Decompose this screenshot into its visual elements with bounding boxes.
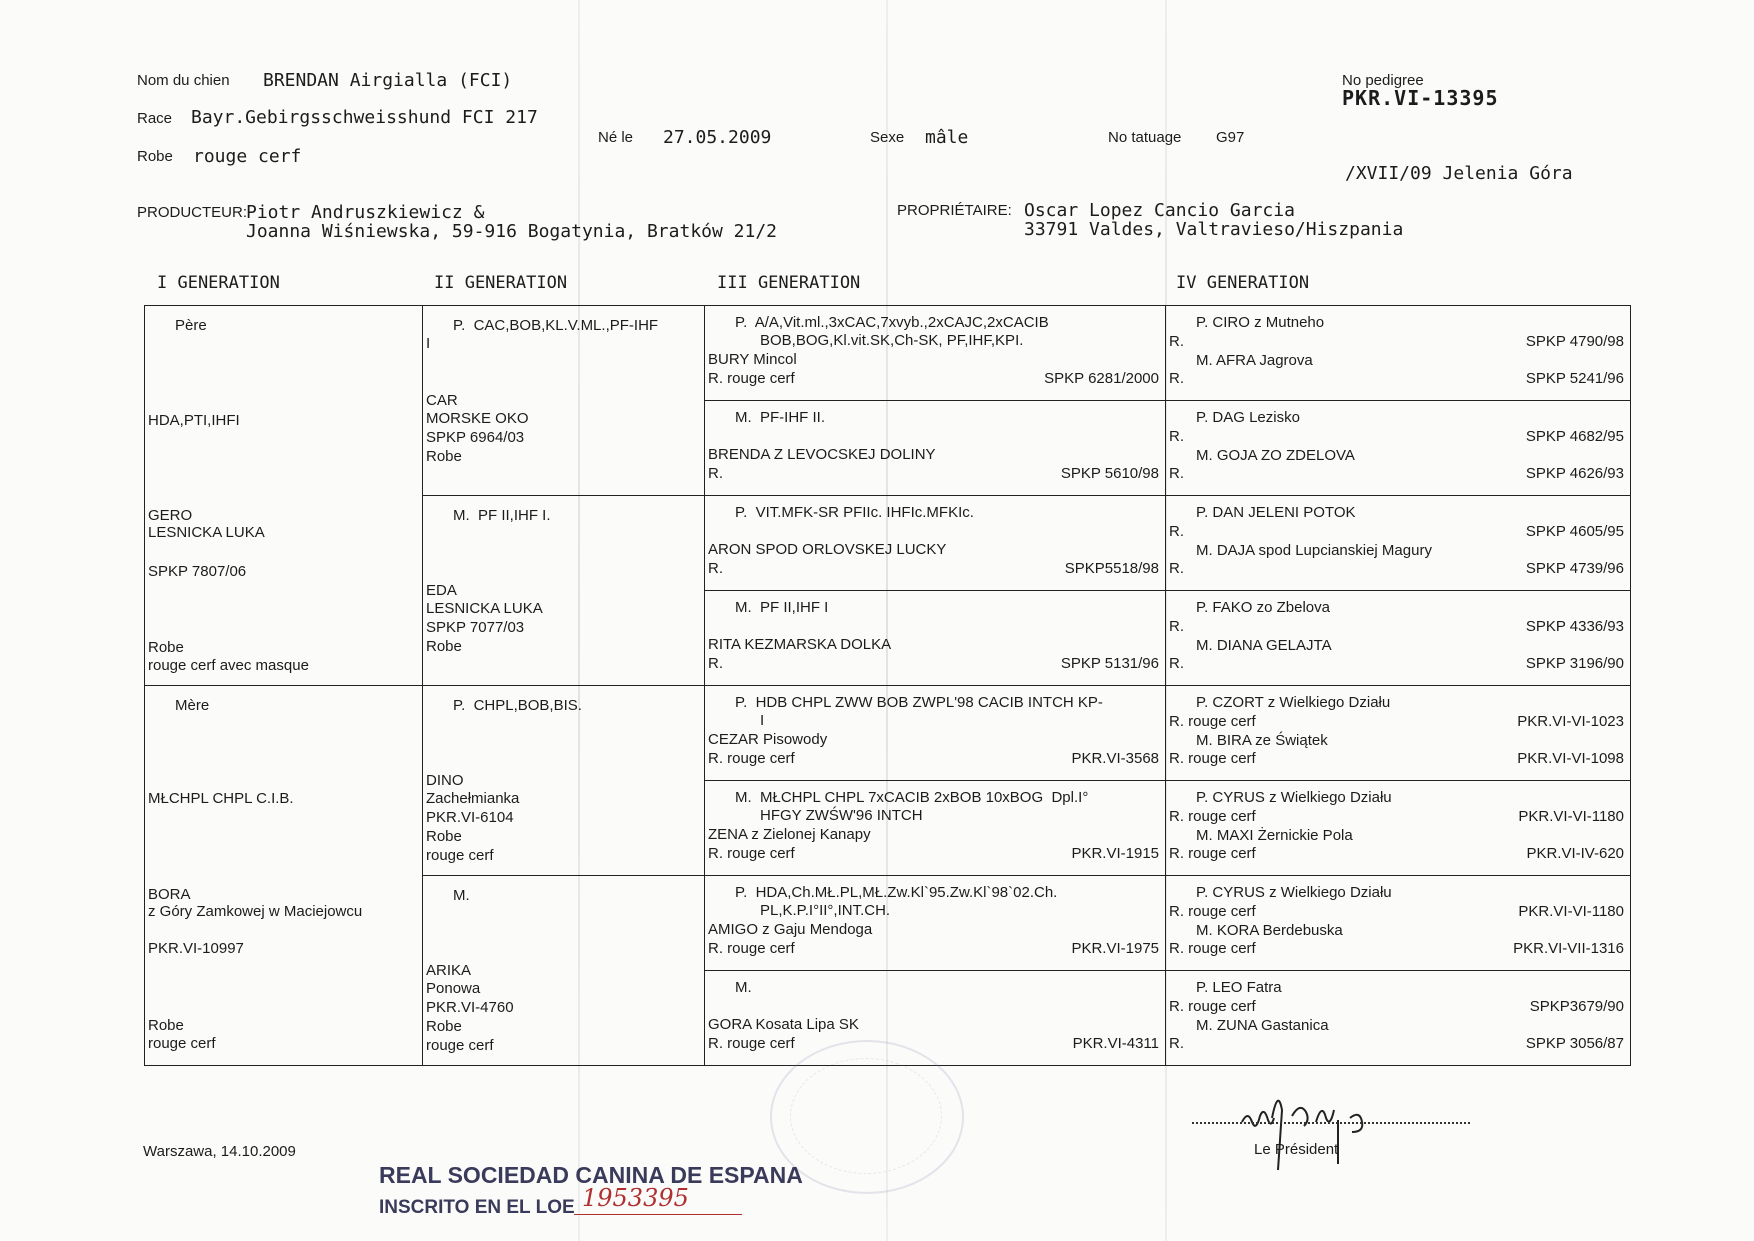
gen4-2-dam-reg: SPKP 4626/93 bbox=[1525, 465, 1624, 482]
gen2-1-robe-label: Robe bbox=[426, 448, 462, 465]
gen2-3-robe: rouge cerf bbox=[426, 847, 494, 864]
gen4-7-dam-robe: R. rouge cerf bbox=[1169, 940, 1256, 957]
gen3-2-robe: R. bbox=[708, 465, 723, 482]
gen4-3-sire-reg: SPKP 4605/95 bbox=[1525, 523, 1624, 540]
gen2-2-titles: M. PF II,IHF I. bbox=[453, 507, 551, 524]
born-value: 27.05.2009 bbox=[663, 127, 772, 148]
gen4-cell-5 bbox=[1166, 686, 1631, 781]
gen4-8-dam: M. ZUNA Gastanica bbox=[1196, 1017, 1329, 1034]
gen2-3-name1: DINO bbox=[426, 772, 464, 789]
gen2-1-titles2: I bbox=[426, 335, 431, 352]
gen3-cell-2 bbox=[705, 401, 1166, 496]
rsce-inscribed: INSCRITO EN EL LOE bbox=[379, 1197, 575, 1218]
gen4-5-sire: P. CZORT z Wielkiego Działu bbox=[1196, 694, 1391, 711]
gen4-6-dam-reg: PKR.VI-IV-620 bbox=[1526, 845, 1624, 862]
sire-role: Père bbox=[175, 317, 207, 334]
gen3-cell-1 bbox=[705, 306, 1166, 401]
gen2-4-titles: M. bbox=[453, 887, 470, 904]
gen2-2-name2: LESNICKA LUKA bbox=[426, 600, 543, 617]
gen3-8-reg: PKR.VI-4311 bbox=[1072, 1035, 1159, 1052]
dam-name1: BORA bbox=[148, 886, 191, 903]
gen4-5-sire-reg: PKR.VI-VI-1023 bbox=[1517, 713, 1624, 730]
robe-label: Robe bbox=[137, 148, 173, 165]
loe-number: 1953395 bbox=[582, 1184, 689, 1212]
gen4-2-sire-reg: SPKP 4682/95 bbox=[1525, 428, 1624, 445]
place-date: Warszawa, 14.10.2009 bbox=[143, 1143, 296, 1160]
gen3-6-robe: R. rouge cerf bbox=[708, 845, 795, 862]
gen4-7-sire: P. CYRUS z Wielkiego Działu bbox=[1196, 884, 1392, 901]
gen4-1-sire-robe: R. bbox=[1169, 333, 1184, 350]
owner-label: PROPRIÉTAIRE: bbox=[897, 202, 1012, 219]
gen2-4-robe-label: Robe bbox=[426, 1018, 462, 1035]
gen2-4-robe: rouge cerf bbox=[426, 1037, 494, 1054]
gen3-5-titles2: I bbox=[760, 712, 765, 729]
gen2-2-reg: SPKP 7077/03 bbox=[426, 619, 525, 636]
gen4-6-dam: M. MAXI Żernickie Pola bbox=[1196, 827, 1353, 844]
gen2-3-reg: PKR.VI-6104 bbox=[426, 809, 514, 826]
gen4-3-dam-robe: R. bbox=[1169, 560, 1184, 577]
gen3-6-titles: M. MŁCHPL CHPL 7xCACIB 2xBOB 10xBOG Dpl.I° bbox=[735, 789, 1089, 806]
gen4-cell-2 bbox=[1166, 401, 1631, 496]
gen3-8-titles: M. bbox=[735, 979, 752, 996]
gen4-7-dam: M. KORA Berdebuska bbox=[1196, 922, 1343, 939]
gen4-6-sire: P. CYRUS z Wielkiego Działu bbox=[1196, 789, 1392, 806]
sire-robe-label: Robe bbox=[148, 639, 184, 656]
gen4-cell-6 bbox=[1166, 781, 1631, 876]
gen4-1-dam: M. AFRA Jagrova bbox=[1196, 352, 1313, 369]
owner-line1: Oscar Lopez Cancio Garcia bbox=[1024, 200, 1295, 221]
sex-value: mâle bbox=[925, 127, 969, 148]
gen3-cell-7 bbox=[705, 876, 1166, 971]
gen4-4-dam-reg: SPKP 3196/90 bbox=[1525, 655, 1624, 672]
sire-cell bbox=[145, 306, 423, 686]
gen4-7-dam-reg: PKR.VI-VII-1316 bbox=[1513, 940, 1624, 957]
dam-titles: MŁCHPL CHPL C.I.B. bbox=[148, 790, 294, 807]
pedigree-number: PKR.VI-13395 bbox=[1342, 86, 1499, 110]
gen3-5-titles: P. HDB CHPL ZWW BOB ZWPL'98 CACIB INTCH KP- bbox=[735, 694, 1103, 711]
gen3-2-name: BRENDA Z LEVOCSKEJ DOLINY bbox=[708, 446, 936, 463]
gen2-1-reg: SPKP 6964/03 bbox=[426, 429, 525, 446]
gen4-2-dam-robe: R. bbox=[1169, 465, 1184, 482]
name-label: Nom du chien bbox=[137, 72, 230, 89]
gen3-1-reg: SPKP 6281/2000 bbox=[1044, 370, 1159, 387]
breeder-label: PRODUCTEUR: bbox=[137, 204, 248, 221]
gen2-3-titles: P. CHPL,BOB,BIS. bbox=[453, 697, 582, 714]
gen2-cell-4 bbox=[423, 876, 705, 1066]
gen4-7-sire-robe: R. rouge cerf bbox=[1169, 903, 1256, 920]
signature-line bbox=[1192, 1122, 1470, 1124]
sire-robe: rouge cerf avec masque bbox=[148, 657, 309, 674]
sire-name1: GERO bbox=[148, 507, 193, 524]
gen4-cell-7 bbox=[1166, 876, 1631, 971]
gen3-7-titles: P. HDA,Ch.MŁ.PL,MŁ.Zw.Kl`95.Zw.Kl`98`02.Ch. bbox=[735, 884, 1058, 901]
gen4-4-dam: M. DIANA GELAJTA bbox=[1196, 637, 1332, 654]
gen4-1-dam-robe: R. bbox=[1169, 370, 1184, 387]
gen3-4-titles: M. PF II,IHF I bbox=[735, 599, 829, 616]
gen4-8-sire: P. LEO Fatra bbox=[1196, 979, 1282, 996]
gen3-cell-5 bbox=[705, 686, 1166, 781]
gen4-3-dam-reg: SPKP 4739/96 bbox=[1525, 560, 1624, 577]
dam-name2: z Góry Zamkowej w Maciejowcu bbox=[148, 903, 363, 920]
sire-name2: LESNICKA LUKA bbox=[148, 524, 265, 541]
gen4-6-sire-reg: PKR.VI-VI-1180 bbox=[1518, 808, 1624, 825]
gen4-5-dam-robe: R. rouge cerf bbox=[1169, 750, 1256, 767]
gen3-2-titles: M. PF-IHF II. bbox=[735, 409, 825, 426]
loe-underline bbox=[574, 1214, 742, 1215]
gen4-8-sire-reg: SPKP3679/90 bbox=[1529, 998, 1624, 1015]
dam-role: Mère bbox=[175, 697, 210, 714]
gen3-1-robe: R. rouge cerf bbox=[708, 370, 795, 387]
gen4-cell-8 bbox=[1166, 971, 1631, 1066]
gen2-2-name1: EDA bbox=[426, 582, 457, 599]
gen2-1-name1: CAR bbox=[426, 392, 458, 409]
generation-4-header: IV GENERATION bbox=[1176, 273, 1310, 293]
dam-robe: rouge cerf bbox=[148, 1035, 216, 1052]
gen3-3-robe: R. bbox=[708, 560, 723, 577]
breeder-line1: Piotr Andruszkiewicz & bbox=[246, 202, 485, 223]
gen3-4-robe: R. bbox=[708, 655, 723, 672]
gen2-3-robe-label: Robe bbox=[426, 828, 462, 845]
sire-reg: SPKP 7807/06 bbox=[148, 563, 247, 580]
gen3-6-titles2: HFGY ZWŚW'96 INTCH bbox=[760, 807, 923, 824]
dam-reg: PKR.VI-10997 bbox=[148, 940, 244, 957]
gen2-4-name2: Ponowa bbox=[426, 980, 481, 997]
gen4-cell-1 bbox=[1166, 306, 1631, 401]
gen3-6-name: ZENA z Zielonej Kanapy bbox=[708, 826, 871, 843]
gen4-8-dam-robe: R. bbox=[1169, 1035, 1184, 1052]
gen4-3-dam: M. DAJA spod Lupcianskiej Magury bbox=[1196, 542, 1432, 559]
gen2-cell-3 bbox=[423, 686, 705, 876]
sire-titles: HDA,PTI,IHFI bbox=[148, 412, 240, 429]
gen4-3-sire-robe: R. bbox=[1169, 523, 1184, 540]
dam-robe-label: Robe bbox=[148, 1017, 184, 1034]
gen4-4-dam-robe: R. bbox=[1169, 655, 1184, 672]
gen3-1-titles: P. A/A,Vit.ml.,3xCAC,7xvyb.,2xCAJC,2xCACIB bbox=[735, 314, 1049, 331]
gen3-4-name: RITA KEZMARSKA DOLKA bbox=[708, 636, 892, 653]
pedigree-label: No pedigree bbox=[1342, 72, 1424, 89]
generation-1-header: I GENERATION bbox=[157, 273, 280, 293]
gen3-4-reg: SPKP 5131/96 bbox=[1060, 655, 1159, 672]
dog-name: BRENDAN Airgialla (FCI) bbox=[263, 70, 513, 91]
tattoo-label: No tatuage bbox=[1108, 129, 1182, 146]
gen4-2-dam: M. GOJA ZO ZDELOVA bbox=[1196, 447, 1355, 464]
gen3-cell-3 bbox=[705, 496, 1166, 591]
gen3-5-reg: PKR.VI-3568 bbox=[1071, 750, 1159, 767]
breeder-line2: Joanna Wiśniewska, 59-916 Bogatynia, Bratków 21/2 bbox=[246, 221, 778, 242]
born-label: Né le bbox=[598, 129, 634, 146]
gen2-cell-1 bbox=[423, 306, 705, 496]
gen4-cell-3 bbox=[1166, 496, 1631, 591]
gen4-8-sire-robe: R. rouge cerf bbox=[1169, 998, 1256, 1015]
gen4-5-sire-robe: R. rouge cerf bbox=[1169, 713, 1256, 730]
gen4-4-sire-reg: SPKP 4336/93 bbox=[1525, 618, 1624, 635]
generation-2-header: II GENERATION bbox=[434, 273, 568, 293]
gen3-1-name: BURY Mincol bbox=[708, 351, 797, 368]
tattoo-value: G97 bbox=[1216, 129, 1245, 146]
gen3-cell-8 bbox=[705, 971, 1166, 1066]
dam-cell bbox=[145, 686, 423, 1066]
gen3-3-titles: P. VIT.MFK-SR PFIIc. IHFIc.MFKIc. bbox=[735, 504, 974, 521]
robe-value: rouge cerf bbox=[193, 146, 302, 167]
gen4-6-dam-robe: R. rouge cerf bbox=[1169, 845, 1256, 862]
gen2-3-name2: Zachełmianka bbox=[426, 790, 520, 807]
gen4-3-sire: P. DAN JELENI POTOK bbox=[1196, 504, 1356, 521]
gen3-2-reg: SPKP 5610/98 bbox=[1060, 465, 1159, 482]
race-value: Bayr.Gebirgsschweisshund FCI 217 bbox=[191, 107, 538, 128]
gen3-5-robe: R. rouge cerf bbox=[708, 750, 795, 767]
race-label: Race bbox=[137, 110, 173, 127]
gen4-8-dam-reg: SPKP 3056/87 bbox=[1525, 1035, 1624, 1052]
gen4-5-dam: M. BIRA ze Świątek bbox=[1196, 732, 1328, 749]
gen4-2-sire: P. DAG Lezisko bbox=[1196, 409, 1300, 426]
gen3-cell-6 bbox=[705, 781, 1166, 876]
president-signature bbox=[1232, 1082, 1432, 1172]
president-label: Le Président bbox=[1254, 1141, 1339, 1158]
gen3-3-reg: SPKP5518/98 bbox=[1064, 560, 1159, 577]
gen4-2-sire-robe: R. bbox=[1169, 428, 1184, 445]
rsce-title: REAL SOCIEDAD CANINA DE ESPANA bbox=[379, 1162, 803, 1188]
gen4-4-sire-robe: R. bbox=[1169, 618, 1184, 635]
pedigree-table bbox=[144, 305, 1631, 1066]
official-stamp-inner bbox=[790, 1058, 942, 1174]
gen4-cell-4 bbox=[1166, 591, 1631, 686]
gen3-7-reg: PKR.VI-1975 bbox=[1071, 940, 1159, 957]
gen3-cell-4 bbox=[705, 591, 1166, 686]
gen4-7-sire-reg: PKR.VI-VI-1180 bbox=[1518, 903, 1624, 920]
gen4-4-sire: P. FAKO zo Zbelova bbox=[1196, 599, 1330, 616]
gen3-6-reg: PKR.VI-1915 bbox=[1071, 845, 1159, 862]
gen3-1-titles2: BOB,BOG,Kl.vit.SK,Ch-SK, PF,IHF,KPI. bbox=[760, 332, 1024, 349]
gen3-7-robe: R. rouge cerf bbox=[708, 940, 795, 957]
gen3-3-name: ARON SPOD ORLOVSKEJ LUCKY bbox=[708, 541, 947, 558]
gen4-5-dam-reg: PKR.VI-VI-1098 bbox=[1517, 750, 1624, 767]
registry-office: /XVII/09 Jelenia Góra bbox=[1345, 163, 1573, 184]
gen3-8-robe: R. rouge cerf bbox=[708, 1035, 795, 1052]
generation-3-header: III GENERATION bbox=[717, 273, 861, 293]
gen2-4-name1: ARIKA bbox=[426, 962, 472, 979]
gen3-7-titles2: PL,K.P.I°II°,INT.CH. bbox=[760, 902, 891, 919]
gen4-6-sire-robe: R. rouge cerf bbox=[1169, 808, 1256, 825]
gen4-1-sire: P. CIRO z Mutneho bbox=[1196, 314, 1325, 331]
gen2-1-name2: MORSKE OKO bbox=[426, 410, 529, 427]
gen3-7-name: AMIGO z Gaju Mendoga bbox=[708, 921, 873, 938]
gen4-1-dam-reg: SPKP 5241/96 bbox=[1525, 370, 1624, 387]
gen2-cell-2 bbox=[423, 496, 705, 686]
gen2-4-reg: PKR.VI-4760 bbox=[426, 999, 514, 1016]
gen3-8-name: GORA Kosata Lipa SK bbox=[708, 1016, 859, 1033]
gen2-2-robe-label: Robe bbox=[426, 638, 462, 655]
gen2-1-titles: P. CAC,BOB,KL.V.ML.,PF-IHF bbox=[453, 317, 659, 334]
sex-label: Sexe bbox=[870, 129, 905, 146]
gen3-5-name: CEZAR Pisowody bbox=[708, 731, 828, 748]
gen4-1-sire-reg: SPKP 4790/98 bbox=[1525, 333, 1624, 350]
owner-line2: 33791 Valdes, Valtravieso/Hiszpania bbox=[1024, 219, 1404, 240]
